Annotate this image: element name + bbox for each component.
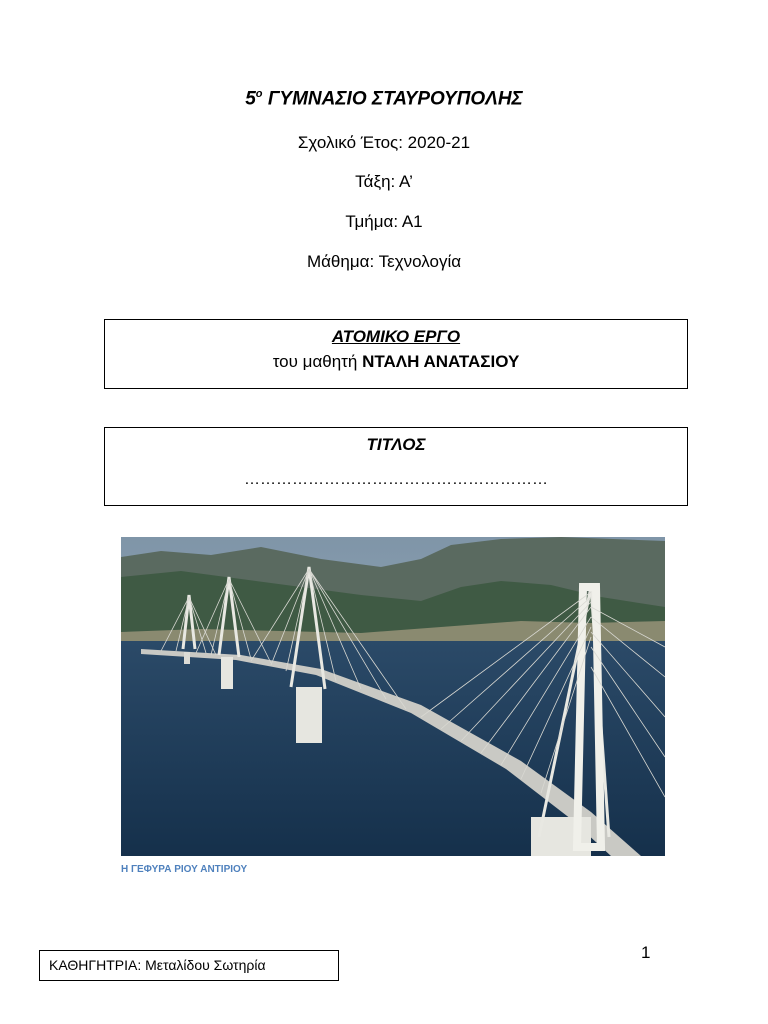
photo-caption: Η ΓΕΦΥΡΑ ΡΙΟΥ ΑΝΤΙΡΙΟΥ: [121, 864, 248, 875]
class-line: Τάξη: Α’: [355, 172, 413, 191]
section-line: Τμήμα: Α1: [345, 212, 423, 231]
title-label: ΤΙΤΛΟΣ: [366, 435, 426, 454]
bridge-photo: [121, 537, 665, 856]
project-box: [104, 319, 688, 389]
student-name: ΝΤΑΛΗ ΑΝΑΤΑΣΙΟΥ: [362, 352, 520, 371]
school-year: Σχολικό Έτος: 2020-21: [297, 133, 471, 152]
title-box: [104, 427, 688, 506]
subject-line: Μάθημα: Τεχνολογία: [306, 252, 462, 271]
student-line: του μαθητή ΝΤΑΛΗ ΑΝΑΤΑΣΙΟΥ: [272, 352, 520, 371]
school-title: $5^o$ ΓΥΜΝΑΣΙΟ ΣΤΑΥΡΟΥΠΟΛΗΣ: [245, 88, 523, 110]
project-title: ΑΤΟΜΙΚΟ ΕΡΓΟ: [331, 327, 461, 346]
page-number: 1: [641, 943, 651, 962]
title-placeholder: …………………………………………………: [244, 471, 548, 488]
teacher-box: ΚΑΘΗΓΗΤΡΙΑ: Μεταλίδου Σωτηρία: [39, 950, 339, 981]
